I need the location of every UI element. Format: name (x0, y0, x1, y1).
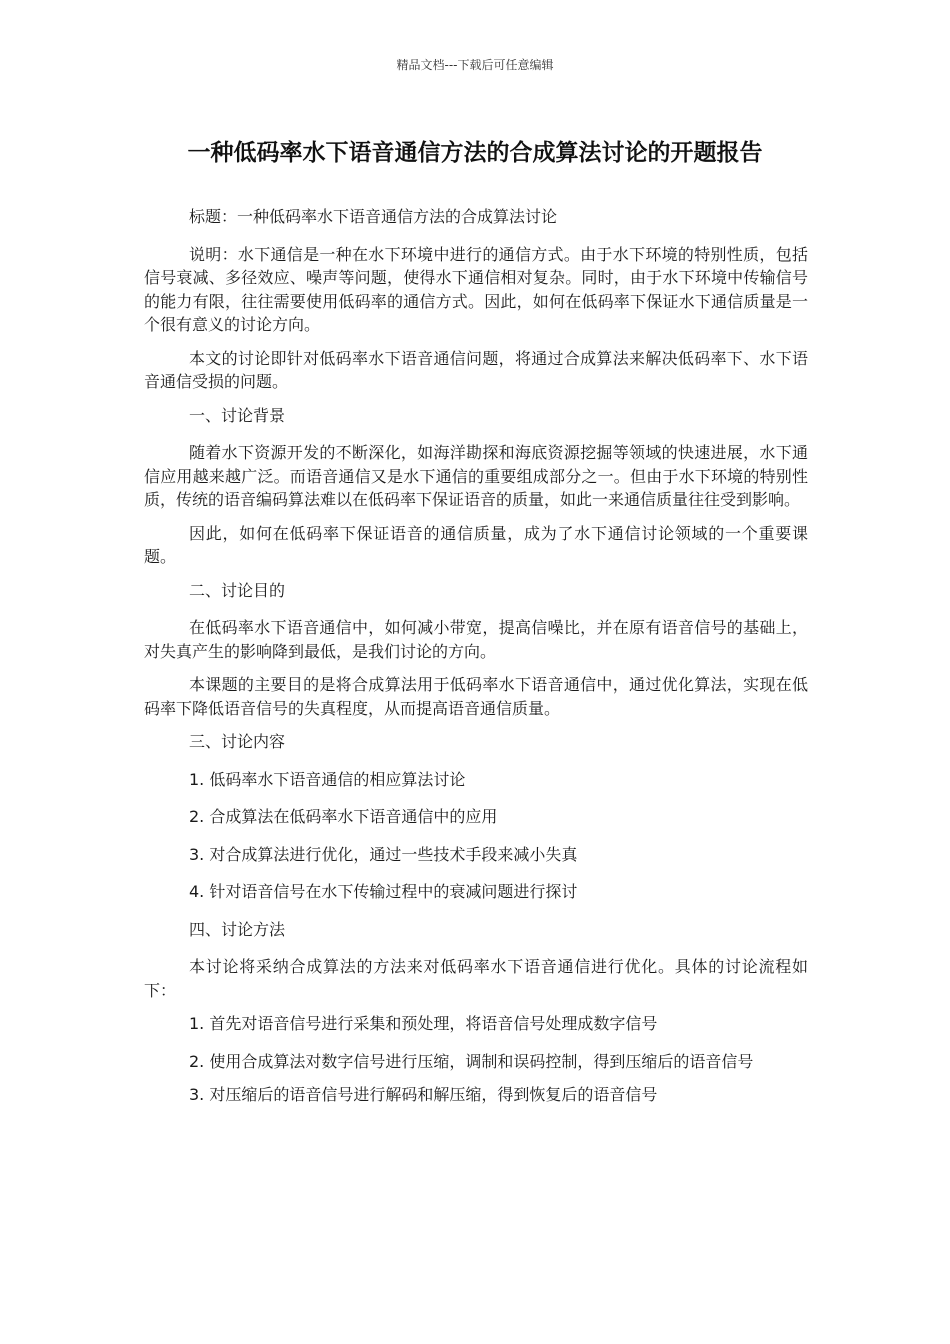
section-heading-background: 一、讨论背景 (189, 405, 286, 425)
paragraph-subject: 标题：一种低码率水下语音通信方法的合成算法讨论 (189, 207, 558, 226)
paragraph-purpose-direction: 在低码率水下语音通信中，如何减小带宽，提高信噪比，并在原有语音信号的基础上，对失真产生的影响降到最低，是我们讨论的方向。 (144, 618, 808, 661)
document-body (144, 205, 808, 1117)
paragraph-background-conclusion: 因此，如何在低码率下保证语音的通信质量，成为了水下通信讨论领域的一个重要课题。 (144, 523, 808, 566)
content-list-item-3: 3. 对合成算法进行优化，通过一些技术手段来减小失真 (189, 844, 578, 864)
method-step-2: 2. 使用合成算法对数字信号进行压缩，调制和误码控制，得到压缩后的语音信号 (189, 1051, 754, 1071)
page-header-watermark: 精品文档---下载后可任意编辑 (396, 58, 554, 72)
section-heading-purpose: 二、讨论目的 (189, 580, 286, 600)
content-list-item-2: 2. 合成算法在低码率水下语音通信中的应用 (189, 807, 498, 826)
section-heading-content: 三、讨论内容 (189, 732, 286, 751)
method-step-1: 1. 首先对语音信号进行采集和预处理，将语音信号处理成数字信号 (189, 1014, 658, 1033)
document-title: 一种低码率水下语音通信方法的合成算法讨论的开题报告 (187, 140, 763, 166)
paragraph-background: 随着水下资源开发的不断深化，如海洋勘探和海底资源挖掘等领域的快速进展，水下通信应用越来越广泛。而语音通信又是水下通信的重要组成部分之一。但由于水下环境的特别性质，传统的语音编码算法难以在低码率下保证语音的质量，如此一来通信质量往往受到影响。 (144, 443, 808, 509)
paragraph-description: 说明：水下通信是一种在水下环境中进行的通信方式。由于水下环境的特别性质，包括信号衰减、多径效应、噪声等问题，使得水下通信相对复杂。同时，由于水下环境中传输信号的能力有限，往往需要使用低码率的通信方式。因此，如何在低码率下保证水下通信质量是一个很有意义的讨论方向。 (144, 244, 808, 334)
paragraph-method: 本讨论将采纳合成算法的方法来对低码率水下语音通信进行优化。具体的讨论流程如下： (144, 957, 808, 1000)
content-list-item-1: 1. 低码率水下语音通信的相应算法讨论 (189, 769, 466, 789)
method-step-3: 3. 对压缩后的语音信号进行解码和解压缩，得到恢复后的语音信号 (189, 1085, 658, 1104)
paragraph-purpose-goal: 本课题的主要目的是将合成算法用于低码率水下语音通信中，通过优化算法，实现在低码率下降低语音信号的失真程度，从而提高语音通信质量。 (144, 675, 808, 718)
paragraph-intro: 本文的讨论即针对低码率水下语音通信问题，将通过合成算法来解决低码率下、水下语音通信受损的问题。 (144, 348, 808, 391)
section-heading-method: 四、讨论方法 (189, 919, 286, 939)
content-list-item-4: 4. 针对语音信号在水下传输过程中的衰减问题进行探讨 (189, 882, 578, 901)
